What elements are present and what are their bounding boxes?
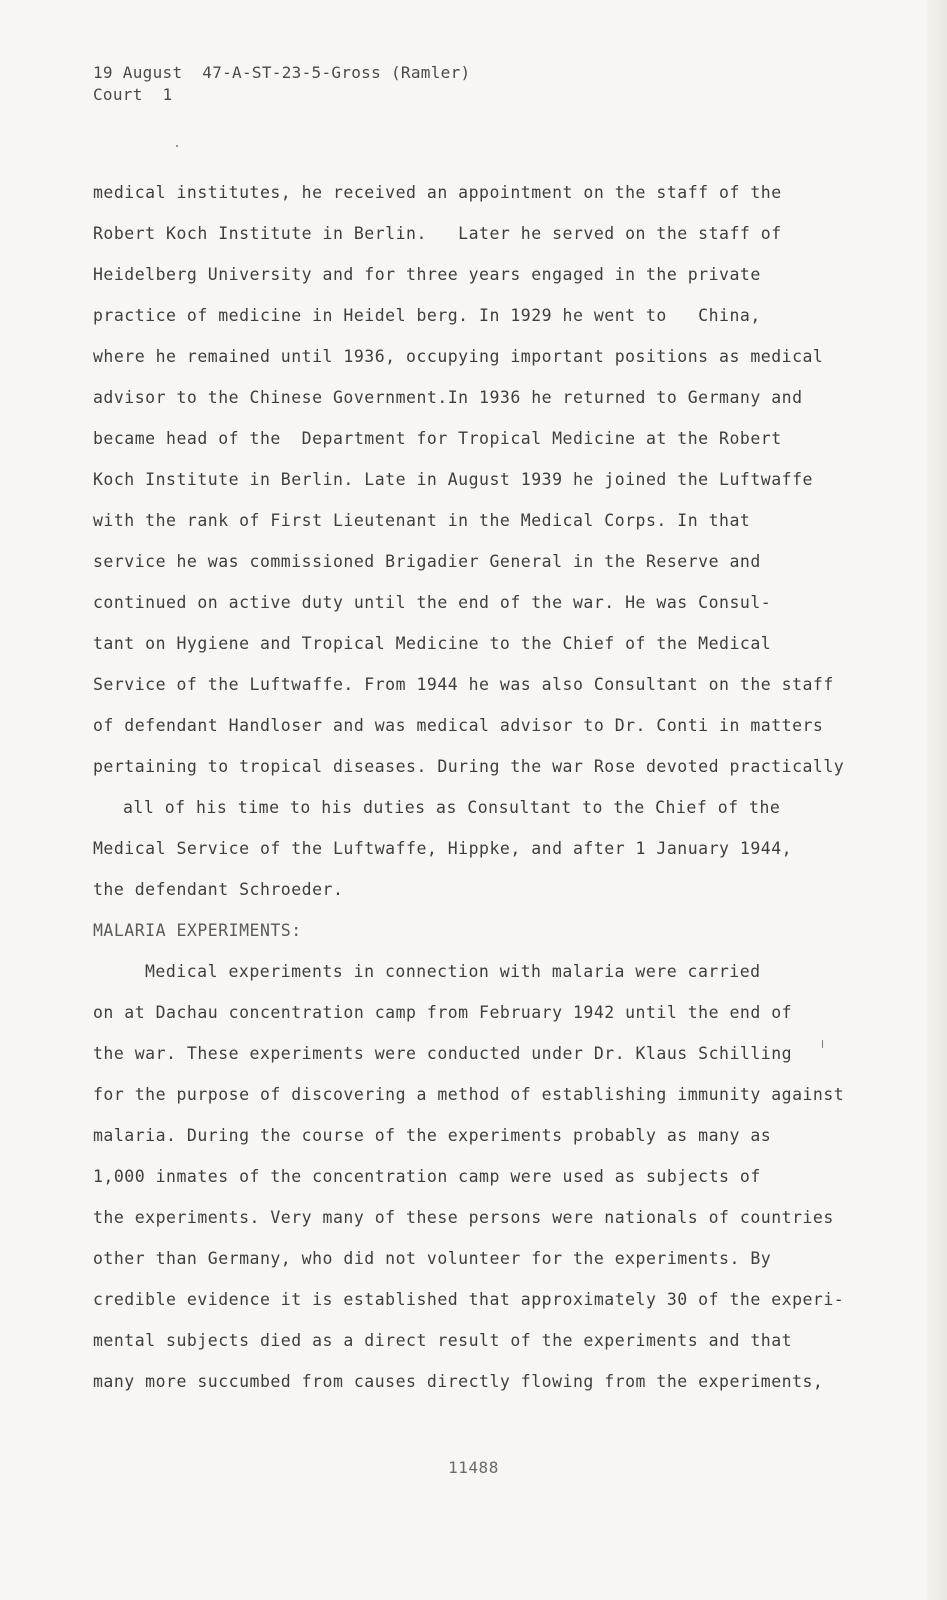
body-line: on at Dachau concentration camp from February 1942 until the end of (93, 1003, 793, 1022)
paragraph-malaria-experiments (93, 1003, 853, 1413)
body-line: of defendant Handloser and was medical advisor to Dr. Conti in matters (93, 716, 824, 735)
body-line: malaria. During the course of the experiments probably as many as (93, 1126, 772, 1145)
body-line: the war. These experiments were conducted under Dr. Klaus Schilling (93, 1044, 793, 1063)
page-number: 11488 (448, 1458, 499, 1477)
page-edge (927, 0, 947, 1600)
body-line: advisor to the Chinese Government.In 1936 he returned to Germany and (93, 388, 803, 407)
header-court: Court 1 (93, 85, 173, 104)
body-line: other than Germany, who did not volunteer for the experiments. By (93, 1249, 772, 1268)
body-line: pertaining to tropical diseases. During the war Rose devoted practically (93, 757, 845, 776)
body-line: tant on Hygiene and Tropical Medicine to the Chief of the Medical (93, 634, 772, 653)
stray-mark (176, 145, 178, 147)
paragraph-biography (93, 183, 853, 798)
body-line: many more succumbed from causes directly flowing from the experiments, (93, 1372, 824, 1391)
body-line: where he remained until 1936, occupying important positions as medical (93, 347, 824, 366)
body-line: credible evidence it is established that approximately 30 of the experi- (93, 1290, 845, 1309)
body-line: practice of medicine in Heidel berg. In 1929 he went to China, (93, 306, 761, 325)
body-line: Service of the Luftwaffe. From 1944 he was also Consultant on the staff (93, 675, 834, 694)
section-heading: MALARIA EXPERIMENTS: (93, 921, 302, 940)
body-line: all of his time to his duties as Consultant to the Chief of the (123, 798, 781, 817)
body-line: became head of the Department for Tropical Medicine at the Robert (93, 429, 782, 448)
body-line: Robert Koch Institute in Berlin. Later he served on the staff of (93, 224, 782, 243)
body-line: continued on active duty until the end of the war. He was Consul- (93, 593, 772, 612)
body-line: mental subjects died as a direct result of the experiments and that (93, 1331, 793, 1350)
body-line: for the purpose of discovering a method of establishing immunity against (93, 1085, 845, 1104)
body-line: Medical experiments in connection with malaria were carried (145, 962, 761, 981)
paragraph-biography-end (93, 839, 853, 921)
body-line: the defendant Schroeder. (93, 880, 344, 899)
header-date-reference: 19 August 47-A-ST-23-5-Gross (Ramler) (93, 63, 471, 82)
body-line: Medical Service of the Luftwaffe, Hippke, and after 1 January 1944, (93, 839, 793, 858)
body-line: Koch Institute in Berlin. Late in August 1939 he joined the Luftwaffe (93, 470, 813, 489)
body-line: Heidelberg University and for three years engaged in the private (93, 265, 761, 284)
body-line: the experiments. Very many of these persons were nationals of countries (93, 1208, 834, 1227)
body-line: with the rank of First Lieutenant in the Medical Corps. In that (93, 511, 751, 530)
body-text (93, 183, 853, 1413)
document-header (93, 62, 470, 106)
body-line: 1,000 inmates of the concentration camp were used as subjects of (93, 1167, 761, 1186)
body-line: medical institutes, he received an appointment on the staff of the (93, 183, 782, 202)
body-line: service he was commissioned Brigadier General in the Reserve and (93, 552, 761, 571)
